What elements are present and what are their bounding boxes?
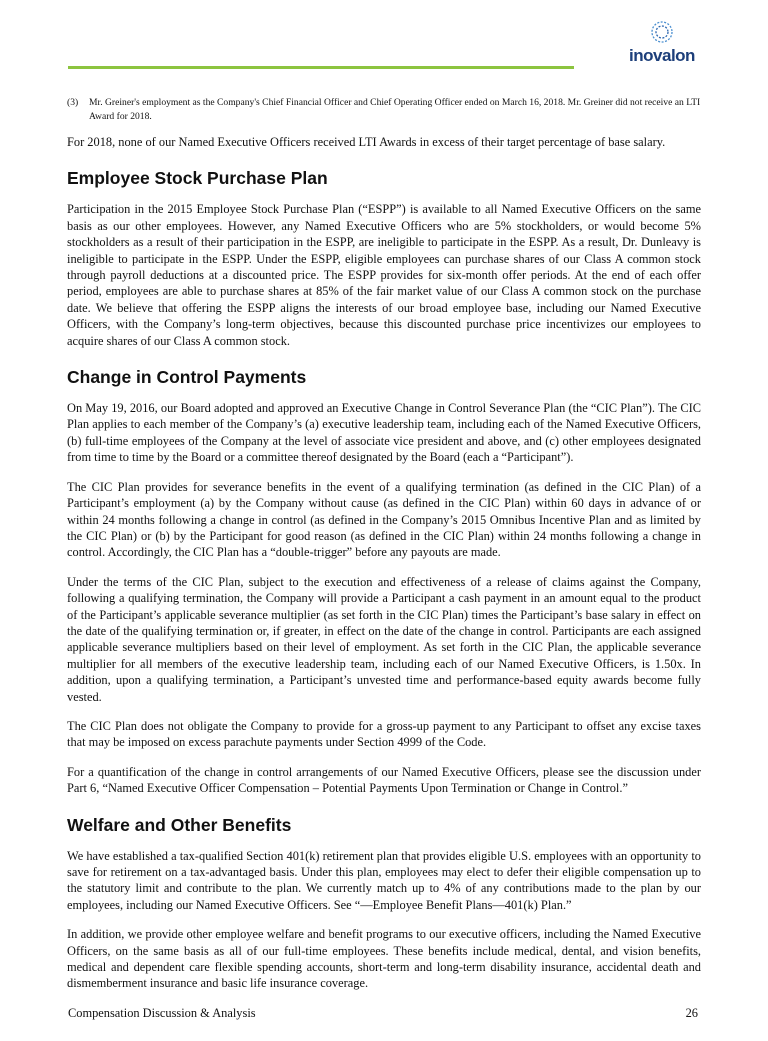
inovalon-logo: inovalon: [622, 22, 702, 72]
heading-welfare-benefits: Welfare and Other Benefits: [67, 814, 292, 835]
page-footer: [68, 1005, 698, 1041]
footnote: [67, 96, 701, 124]
heading-change-in-control: Change in Control Payments: [67, 367, 307, 388]
header-rule: [68, 66, 574, 69]
paragraph: The CIC Plan does not obligate the Company to provide for a gross-up payment to any Participant to offset any excise taxes that may be imposed on excess parachute payments under Section 4999 of the Code.: [67, 718, 701, 750]
paragraph: For a quantification of the change in control arrangements of our Named Executive Officers, please see the discussion under Part 6, “Named Executive Officer Compensation – Potential Payments Upon Termination or Change in Control.”: [67, 764, 701, 796]
intro-paragraph: For 2018, none of our Named Executive Officers received LTI Awards in excess of their target percentage of base salary.: [67, 135, 666, 149]
page-header: [0, 0, 768, 96]
page-number: 26: [685, 1005, 698, 1020]
document-body: [67, 96, 701, 992]
footnote-number: (3): [67, 97, 79, 108]
paragraph: In addition, we provide other employee welfare and benefit programs to our executive officers, including the Named Executive Officers, on the same basis as all of our full-time employees. These benefits include medical, dental, and vision benefits, medical and dependent care flexible spending accounts, short-term and long-term disability insurance, accidental death and dismemberment insurance and basic life insurance coverage.: [67, 927, 701, 991]
footnote-text: Mr. Greiner's employment as the Company's Chief Financial Officer and Chief Operating Officer ended on March 16, 2018. Mr. Greiner did not receive an LTI Award for 2018.: [89, 97, 701, 122]
paragraph: Participation in the 2015 Employee Stock Purchase Plan (“ESPP”) is available to all Named Executive Officers on the same basis as our other employees. However, any Named Executive Officers who are 5% stockholders, or would become 5% stockholders as a result of their participation in the ESPP, are ineligible to participate in the ESPP. As a result, Dr. Dunleavy is ineligible to participate in the ESPP. Under the ESPP, eligible employees can purchase shares of our Class A common stock through payroll deductions at a discounted price. The ESPP provides for six-month offer periods. At the end of each offer period, employees are able to purchase shares at 85% of the fair market value of our Class A common stock on the purchase date. We believe that offering the ESPP aligns the interests of our broad employee base, including our Named Executive Officers, with the Company’s long-term objectives, because this discounted purchase price incentivizes our employees to acquire shares of our Class A common stock.: [67, 202, 701, 348]
paragraph: We have established a tax-qualified Section 401(k) retirement plan that provides eligible U.S. employees with an opportunity to save for retirement on a tax-advantaged basis. Under this plan, employees may elect to defer their eligible compensation up to the statutory limit and contribute to the plan. We currently match up to 4% of any contributions made to the plan by our employees, including our Named Executive Officers. See “—Employee Benefit Plans—401(k) Plan.”: [67, 848, 701, 912]
paragraph: The CIC Plan provides for severance benefits in the event of a qualifying termination (as defined in the CIC Plan) of a Participant’s employment (a) by the Company without cause (as defined in the CIC Plan) within 60 days in advance of or within 24 months following a change in control (as defined in the Company’s 2015 Omnibus Incentive Plan and as limited by the CIC Plan) or (b) by the Participant for good reason (as defined in the CIC Plan) within 24 months following a change in control. Accordingly, the CIC Plan has a “double-trigger” before any payouts are made.: [67, 479, 701, 560]
paragraph: On May 19, 2016, our Board adopted and approved an Executive Change in Control Severance Plan (the “CIC Plan”). The CIC Plan applies to each member of the Company’s (a) executive leadership team, including each of the Named Executive Officers, (b) full-time employees of the Company at the level of associate vice president and above, and (c) other employees designated from time to time by the Board or a committee thereof designated by the Board (each a “Participant”).: [67, 401, 701, 465]
footer-section: Compensation Discussion & Analysis: [68, 1005, 256, 1020]
logo-swirl-icon: [622, 20, 702, 44]
paragraph: Under the terms of the CIC Plan, subject to the execution and effectiveness of a release of claims against the Company, following a qualifying termination, the Company will provide a Participant a cash payment in an amount equal to the product of the Participant’s applicable severance multiplier (as set forth in the CIC Plan) times the Participant’s base salary in effect on the date of the qualifying termination or, if greater, in effect on the date of the change in control. Participants are each assigned applicable severance multipliers based on their level of employment. As set forth in the CIC Plan, the applicable severance multiplier for all members of the executive leadership team, including each of our Named Executive Officers, is 1.50x. In addition, upon a qualifying termination, a Participant’s unvested time and performance-based equity awards become fully vested.: [67, 574, 701, 704]
heading-espp: Employee Stock Purchase Plan: [67, 168, 328, 189]
